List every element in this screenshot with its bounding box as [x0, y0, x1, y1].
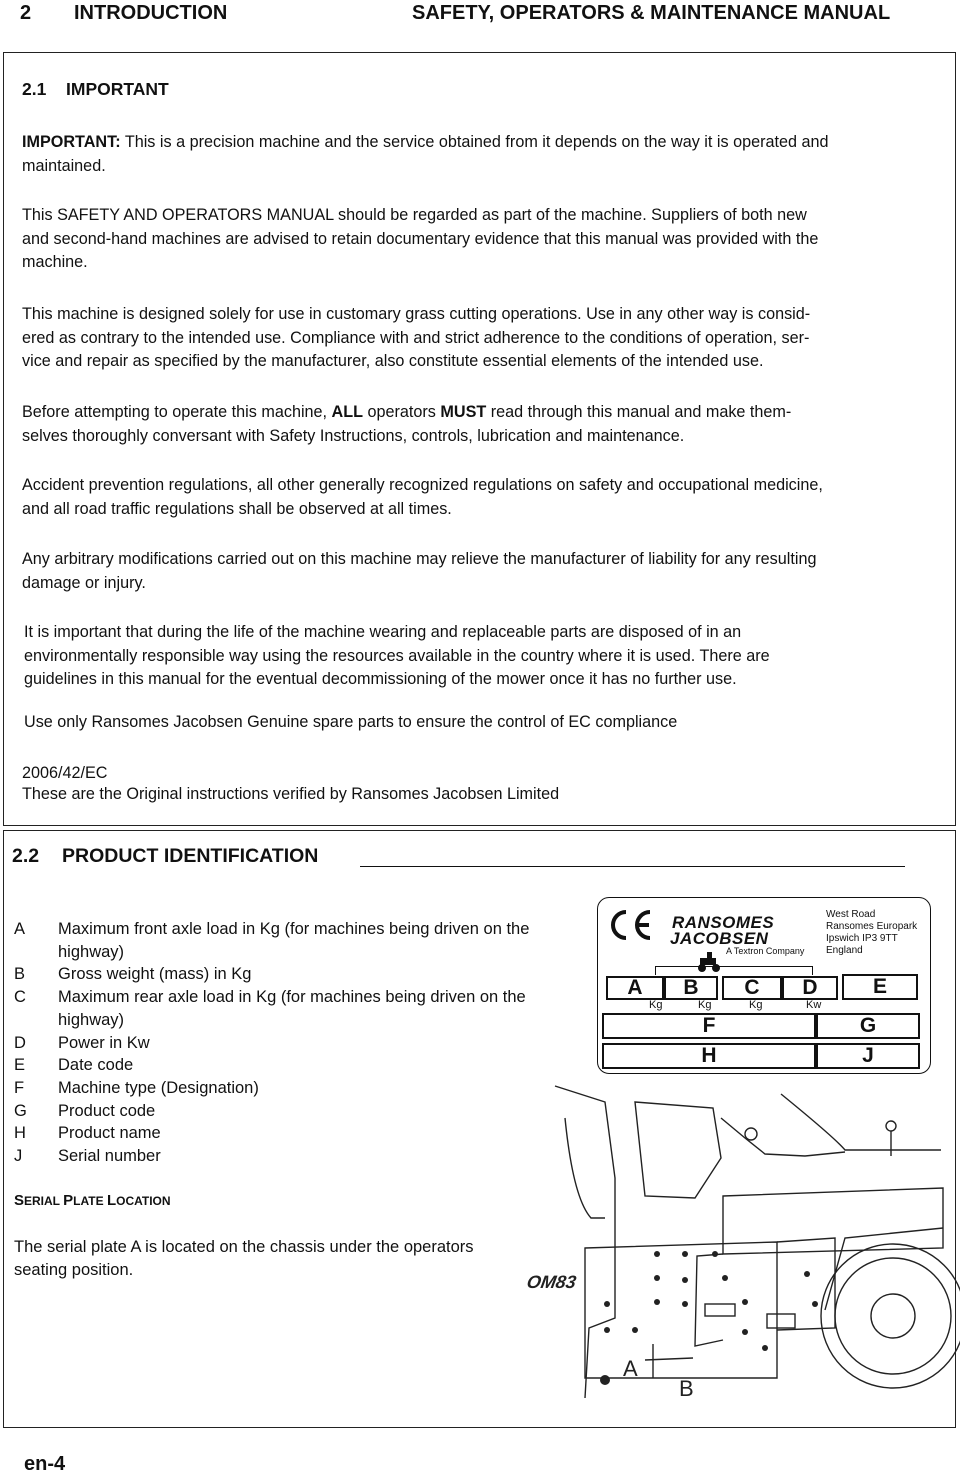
paragraph-regulations: [22, 474, 952, 521]
definition-item: [14, 918, 594, 941]
plate-field-g: G: [816, 1013, 920, 1039]
definition-letter: D: [14, 1033, 26, 1052]
plate-field-c: C: [722, 976, 782, 1000]
definition-text: Machine type (Designation): [58, 1078, 259, 1097]
definition-letter: J: [14, 1147, 23, 1166]
definition-text: Maximum rear axle load in Kg (for machines being driven on the: [58, 988, 526, 1007]
serial-plate: [597, 897, 931, 1074]
section-2-1-number: 2.1: [22, 79, 47, 99]
definition-text: Serial number: [58, 1147, 161, 1166]
text-line: The serial plate A is located on the chassis under the operators: [14, 1238, 474, 1256]
serial-plate-location-text: [14, 1236, 474, 1282]
paragraph-operators: [22, 401, 952, 448]
text-span: read through this manual and make them-: [486, 403, 792, 421]
text-line: These are the Original instructions verified by Ransomes Jacobsen Limited: [22, 785, 560, 803]
plate-unit-b: Kg: [698, 999, 712, 1011]
definition-item: [14, 986, 594, 1009]
text-line: selves thoroughly conversant with Safety Instructions, controls, lubrication and maintenance.: [22, 426, 685, 445]
important-label: IMPORTANT:: [22, 133, 121, 151]
definition-text: Date code: [58, 1056, 134, 1075]
text-line: This SAFETY AND OPERATORS MANUAL should be regarded as part of the machine. Suppliers of both new: [22, 206, 807, 224]
paragraph-important: [22, 131, 952, 178]
definition-item: [14, 1122, 594, 1145]
definition-text: Product name: [58, 1124, 161, 1143]
definition-letter: C: [14, 988, 26, 1007]
definition-text: Power in Kw: [58, 1033, 150, 1052]
text-line: machine.: [22, 253, 88, 271]
plate-field-h: H: [602, 1043, 816, 1069]
definition-item: [14, 1145, 594, 1168]
text-line: and second-hand machines are advised to retain documentary evidence that this manual was provided with the: [22, 229, 819, 248]
text-line: damage or injury.: [22, 573, 146, 592]
paragraph-manual-part: [22, 204, 952, 275]
paragraph-modifications: [22, 548, 952, 595]
manual-title: SAFETY, OPERATORS & MAINTENANCE MANUAL: [412, 2, 891, 24]
text-line: seating position.: [14, 1261, 134, 1279]
paragraph-environment: [24, 621, 954, 692]
text-line: This is a precision machine and the service obtained from it depends on the way it is operated and: [120, 133, 829, 151]
plate-bracket: [655, 966, 813, 975]
definition-text: Maximum front axle load in Kg (for machines being driven on the: [58, 920, 530, 938]
definition-letter: F: [14, 1078, 25, 1097]
text-line: ered as contrary to the intended use. Compliance with and strict adherence to the conditions of operation, ser-: [22, 328, 810, 347]
plate-unit-a: Kg: [649, 999, 663, 1011]
text-span: Before attempting to operate this machine,: [22, 403, 332, 421]
text-line: guidelines in this manual for the eventual decommissioning of the mower once it has no further use.: [24, 670, 737, 688]
brand-ransomes: RANSOMES: [672, 913, 775, 932]
section-2-2-heading: PRODUCT IDENTIFICATION: [62, 845, 319, 867]
section-number: 2: [20, 2, 32, 24]
definition-letter: B: [14, 965, 26, 984]
text-line: maintained.: [22, 156, 106, 175]
text-line: Accident prevention regulations, all other generally recognized regulations on safety and occupational medicine,: [22, 476, 823, 494]
address-line: West Road: [826, 909, 876, 920]
section-2-1-heading: IMPORTANT: [66, 79, 169, 99]
text-line: vice and repair as specified by the manufacturer, also constitute essential elements of the intended use.: [22, 352, 764, 370]
directive-number: 2006/42/EC: [22, 764, 108, 782]
illustration-logo: OM83: [525, 1272, 578, 1292]
plate-field-f: F: [602, 1013, 816, 1039]
machine-chassis-illustration: [525, 1078, 947, 1422]
paragraph-spare-parts: [24, 711, 954, 735]
section-2-2-number: 2.2: [12, 845, 40, 867]
callout-b: B: [679, 1376, 694, 1401]
plate-field-a: A: [606, 976, 664, 1000]
chapter-title: INTRODUCTION: [74, 2, 228, 24]
definition-letter: A: [14, 920, 26, 938]
plate-unit-c: Kg: [749, 999, 763, 1011]
text-line: and all road traffic regulations shall be observed at all times.: [22, 499, 452, 518]
text-line: It is important that during the life of the machine wearing and replaceable parts are disposed of in an: [24, 623, 742, 641]
definition-item: [14, 1100, 594, 1123]
heading-underline: [360, 866, 905, 867]
definition-continuation: highway): [58, 942, 125, 961]
plate-unit-d: Kw: [806, 999, 822, 1011]
definition-item: [14, 1077, 594, 1100]
definition-text: Product code: [58, 1101, 156, 1120]
heading-part: LATE: [73, 1194, 107, 1208]
paragraph-intended-use: [22, 303, 952, 374]
definition-item: [14, 1032, 594, 1055]
serial-plate-location-heading: [14, 1192, 171, 1210]
page-number: en-4: [24, 1453, 66, 1475]
text-line: This machine is designed solely for use in customary grass cutting operations. Use in any other way is consid-: [22, 305, 811, 323]
brand-tagline: A Textron Company: [726, 946, 805, 956]
address-line: England: [826, 945, 863, 956]
definition-item: [14, 1054, 594, 1077]
definition-letter: H: [14, 1124, 26, 1143]
definition-list: [14, 918, 594, 1168]
emphasis-all: ALL: [331, 403, 364, 421]
text-line: Any arbitrary modifications carried out on this machine may relieve the manufacturer of liability for any resulting: [22, 550, 817, 568]
heading-part: S: [14, 1192, 25, 1209]
plate-field-e: E: [842, 974, 918, 1000]
definition-letter: E: [14, 1056, 26, 1075]
heading-part: OCATION: [116, 1194, 171, 1208]
plate-field-d: D: [782, 976, 838, 1000]
callout-a: A: [623, 1356, 638, 1381]
plate-field-j: J: [816, 1043, 920, 1069]
plate-field-b: B: [664, 976, 718, 1000]
address-line: Ransomes Europark: [826, 921, 918, 932]
paragraph-directive: [22, 763, 952, 805]
heading-part: L: [106, 1192, 117, 1209]
text-span: operators: [363, 403, 441, 421]
definition-letter: G: [14, 1101, 27, 1120]
ce-mark-icon: [606, 908, 654, 942]
emphasis-must: MUST: [440, 403, 487, 421]
heading-part: P: [63, 1192, 74, 1209]
definition-text: Gross weight (mass) in Kg: [58, 965, 252, 984]
definition-continuation: highway): [58, 1010, 125, 1029]
brand-jacobsen: JACOBSEN: [670, 929, 769, 948]
text-line: Use only Ransomes Jacobsen Genuine spare parts to ensure the control of EC compliance: [24, 713, 678, 731]
text-line: environmentally responsible way using the resources available in the country where it is used. There are: [24, 646, 770, 665]
address-line: Ipswich IP3 9TT: [826, 933, 898, 944]
heading-part: ERIAL: [24, 1194, 64, 1208]
definition-item: [14, 963, 594, 986]
plate-address: [826, 909, 917, 957]
